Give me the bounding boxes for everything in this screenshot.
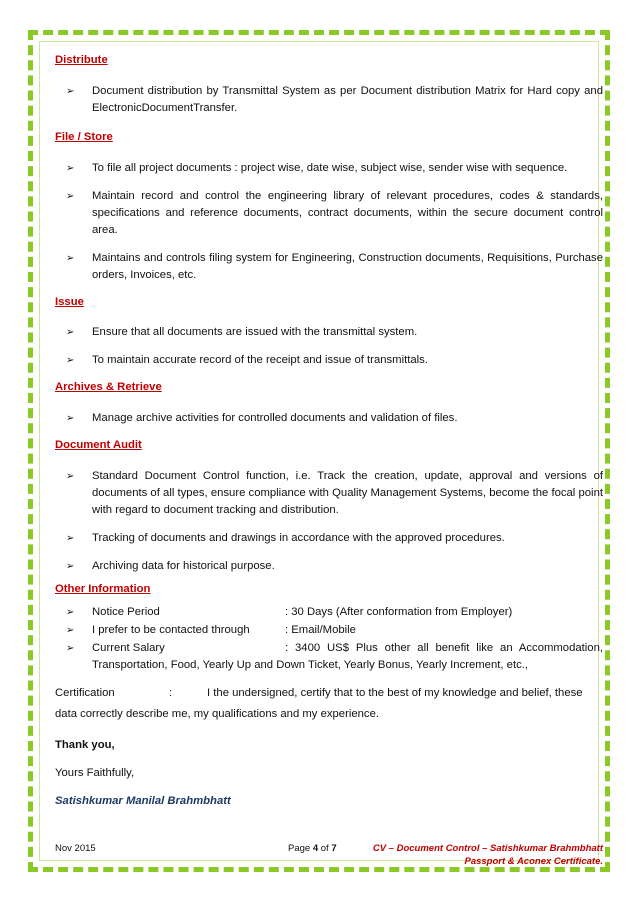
section-heading: File / Store	[55, 131, 113, 143]
info-label: Notice Period	[92, 606, 160, 618]
bullet-item: ➢ Maintain record and control the engineering library of relevant procedures, codes & standards, specifications and reference documents, contract documents, within the secure document control area.	[66, 190, 603, 236]
arrowhead-bullet-icon: ➢	[66, 561, 75, 572]
info-value: : 3400 US$ Plus other all benefit like an Accommodation, Transportation, Food, Yearly Up and Down Ticket, Yearly Bonus, Yearly Increment, etc.,	[92, 642, 603, 671]
signature-name: Satishkumar Manilal Brahmbhatt	[55, 795, 231, 807]
info-row	[55, 604, 603, 621]
bullet-item: ➢ To maintain accurate record of the receipt and issue of transmittals.	[55, 352, 603, 369]
bullet-item: ➢ Ensure that all documents are issued with the transmittal system.	[55, 324, 603, 341]
footer-date: Nov 2015	[55, 843, 96, 854]
section-heading: Distribute	[55, 54, 108, 66]
info-value: : Email/Mobile	[285, 624, 356, 636]
bullet-item: ➢ Archiving data for historical purpose.	[55, 558, 603, 575]
arrowhead-bullet-icon: ➢	[66, 86, 75, 97]
arrowhead-bullet-icon: ➢	[66, 533, 75, 544]
section-heading: Issue	[55, 296, 84, 308]
arrowhead-bullet-icon: ➢	[66, 163, 75, 174]
certification: Certification : I the undersigned, certify that to the best of my knowledge and belief, these data correctly describe me, my qualifications and my experience.	[55, 683, 603, 725]
arrowhead-bullet-icon: ➢	[66, 253, 75, 264]
arrowhead-bullet-icon: ➢	[66, 355, 75, 366]
info-label: Current Salary	[92, 642, 165, 654]
arrowhead-bullet-icon: ➢	[66, 413, 75, 424]
section-heading: Document Audit	[55, 439, 142, 451]
thanks-line: Thank you,	[55, 739, 115, 751]
closing-line: Yours Faithfully,	[55, 767, 135, 779]
arrowhead-bullet-icon: ➢	[66, 471, 75, 482]
bullet-item: ➢ Document distribution by Transmittal System as per Document distribution Matrix for Hard copy and ElectronicDocumentTransfer.	[66, 85, 603, 114]
info-row	[55, 640, 603, 674]
bullet-item: ➢ Manage archive activities for controlled documents and validation of files.	[55, 410, 603, 427]
document-body	[55, 52, 603, 810]
bullet-item: ➢ Standard Document Control function, i.e. Track the creation, update, approval and versions of documents of all types, ensure compliance with Quality Management Systems, become the focal point with regard to document tracking and distribution.	[66, 470, 603, 516]
page-number: Page 4 of 7	[288, 843, 337, 854]
info-row	[55, 622, 603, 639]
bullet-item: ➢ Maintains and controls filing system for Engineering, Construction documents, Requisitions, Purchase orders, Invoices, etc.	[66, 252, 603, 281]
certification-label: Certification	[55, 687, 115, 699]
arrowhead-bullet-icon: ➢	[66, 607, 75, 618]
bullet-item: ➢ Tracking of documents and drawings in accordance with the approved procedures.	[55, 530, 603, 547]
arrowhead-bullet-icon: ➢	[66, 625, 75, 636]
info-label: I prefer to be contacted through	[92, 624, 250, 636]
certification-text: I the undersigned, certify that to the best of my knowledge and belief, these data correctly describe me, my qualifications and my experience.	[55, 687, 583, 720]
footer-title: CV – Document Control – Satishkumar Brahmbhatt Passport & Aconex Certificate.	[372, 843, 603, 867]
section-heading: Archives & Retrieve	[55, 381, 162, 393]
info-value: : 30 Days (After conformation from Employer)	[285, 606, 513, 618]
arrowhead-bullet-icon: ➢	[66, 191, 75, 202]
bullet-item: ➢ To file all project documents : project wise, date wise, subject wise, sender wise with sequence.	[55, 160, 603, 177]
arrowhead-bullet-icon: ➢	[66, 643, 75, 654]
section-heading: Other Information	[55, 583, 151, 595]
arrowhead-bullet-icon: ➢	[66, 327, 75, 338]
